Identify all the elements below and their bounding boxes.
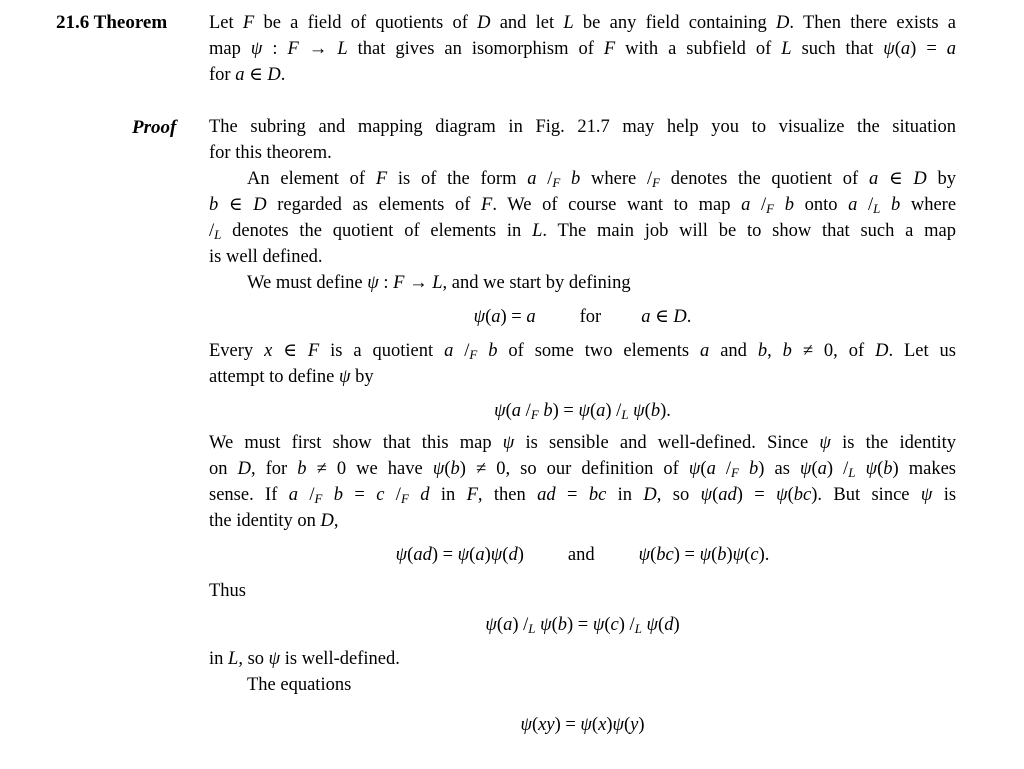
proof-line: The equations: [247, 675, 352, 695]
proof-line: Thus: [209, 581, 246, 601]
proof-line: An element of F is of the form a $/_F$ b where $/_F$ denotes the quotient of a ∈ D by: [247, 169, 957, 191]
proof-line: b ∈ D regarded as elements of F. We of course want to map a $/_F$ b onto a $/_L$ b where: [209, 195, 957, 217]
proof-label: Proof: [132, 117, 177, 138]
display-equation: ψ(a $/_F$ b) = ψ(a) $/_L$ ψ(b).: [494, 401, 671, 423]
theorem-line: Let F be a field of quotients of D and let L be any field containing D. Then there exists a: [209, 13, 956, 33]
theorem-line: for a ∈ D.: [209, 65, 286, 85]
theorem-label: 21.6 Theorem: [56, 12, 168, 33]
display-equation: ψ(a) $/_L$ ψ(b) = ψ(c) $/_L$ ψ(d): [485, 615, 680, 637]
proof-line: for this theorem.: [209, 143, 332, 163]
proof-line: attempt to define ψ by: [209, 367, 374, 387]
proof-line: is well defined.: [209, 247, 323, 267]
proof-line: We must define ψ : F → L, and we start by defining: [247, 273, 631, 293]
proof-line: The subring and mapping diagram in Fig. 21.7 may help you to visualize the situation: [209, 117, 956, 137]
proof-line: Every x ∈ F is a quotient a $/_F$ b of some two elements a and b, b ≠ 0, of D. Let us: [209, 341, 957, 363]
proof-line: the identity on D,: [209, 511, 339, 531]
display-equation: ψ(xy) = ψ(x)ψ(y): [520, 715, 645, 735]
display-equation: ψ(ad) = ψ(a)ψ(d) and ψ(bc) = ψ(b)ψ(c).: [395, 545, 770, 565]
proof-line: in L, so ψ is well-defined.: [209, 649, 400, 669]
display-equation: ψ(a) = a for a ∈ D.: [473, 307, 692, 327]
proof-line: on D, for b ≠ 0 we have ψ(b) ≠ 0, so our definition of ψ(a $/_F$ b) as ψ(a) $/_L$ ψ(b) makes: [209, 459, 956, 481]
theorem-line: map ψ : F → L that gives an isomorphism of F with a subfield of L such that ψ(a) = a: [209, 39, 956, 59]
proof-line: sense. If a $/_F$ b = c $/_F$ d in F, then ad = bc in D, so ψ(ad) = ψ(bc). But since ψ is: [209, 485, 957, 507]
proof-line: $/_L$ denotes the quotient of elements in L. The main job will be to show that such a map: [209, 221, 956, 243]
proof-line: We must first show that this map ψ is sensible and well-defined. Since ψ is the identity: [209, 433, 956, 453]
